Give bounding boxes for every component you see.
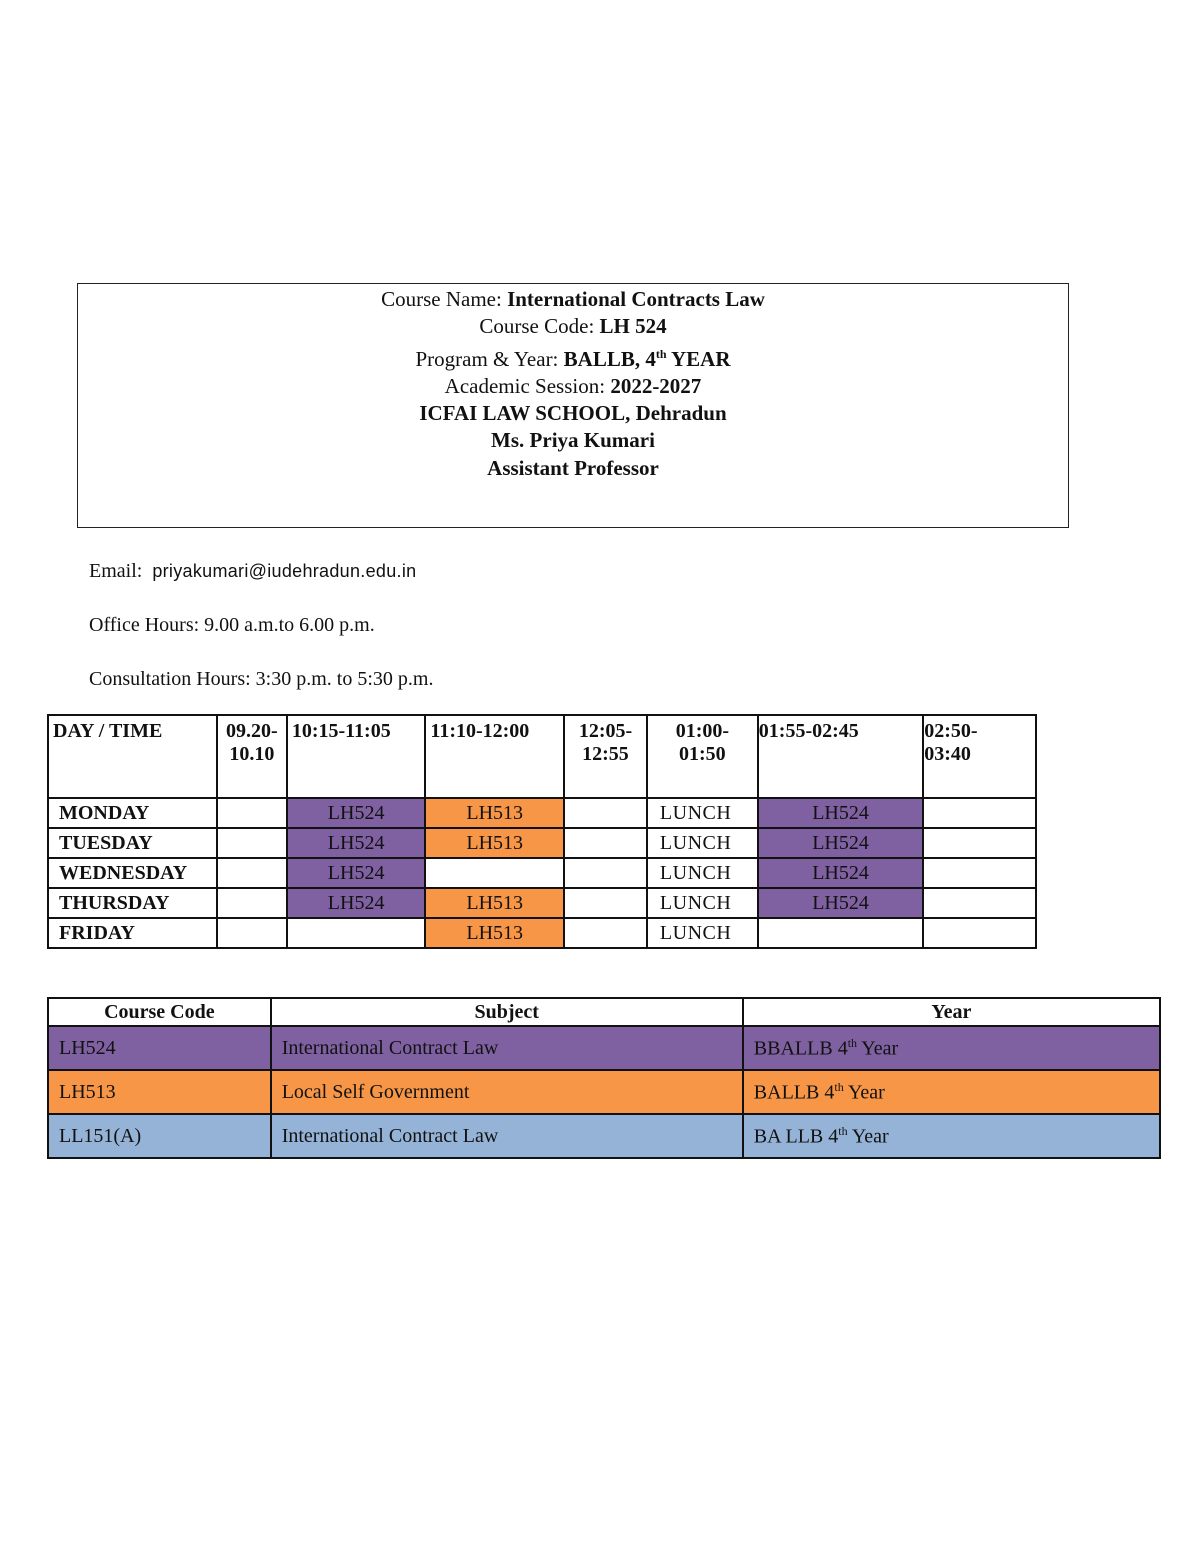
timetable-header-cell: DAY / TIME — [48, 715, 217, 798]
legend-row — [48, 1070, 1160, 1114]
school-name: ICFAI LAW SCHOOL, Dehradun — [419, 401, 727, 426]
legend-year-sup: th — [847, 1035, 858, 1050]
timetable-empty-slot — [923, 828, 1036, 858]
timetable-slot-lh513: LH513 — [425, 828, 564, 858]
timetable-slot-lunch: LUNCH — [647, 858, 758, 888]
course-code-value: LH 524 — [599, 314, 667, 339]
timetable-slot-lh524: LH524 — [287, 888, 426, 918]
legend-row — [48, 1026, 1160, 1070]
timetable-day-cell: TUESDAY — [48, 828, 217, 858]
timetable-slot-lunch: LUNCH — [647, 918, 758, 948]
legend-year-prefix: BALLB 4 — [753, 1081, 835, 1104]
legend-subject: International Contract Law — [271, 1026, 743, 1070]
timetable-slot-lh513: LH513 — [425, 798, 564, 828]
timetable-empty-slot — [217, 918, 287, 948]
timetable-empty-slot — [564, 918, 647, 948]
timetable-slot-lh513: LH513 — [425, 888, 564, 918]
timetable — [47, 714, 1037, 949]
legend-year-sup: th — [834, 1079, 844, 1094]
program-suffix: YEAR — [666, 346, 731, 371]
timetable-empty-slot — [923, 888, 1036, 918]
timetable-empty-slot — [564, 828, 647, 858]
timetable-row — [48, 918, 1036, 948]
timetable-slot-lunch: LUNCH — [647, 798, 758, 828]
course-code-line — [78, 313, 1068, 340]
program-sup: th — [655, 346, 667, 361]
timetable-empty-slot — [217, 828, 287, 858]
timetable-slot-lh524: LH524 — [758, 828, 923, 858]
session-label: Academic Session: — [444, 373, 611, 398]
timetable-empty-slot — [564, 888, 647, 918]
timetable-day-cell: FRIDAY — [48, 918, 217, 948]
legend-year — [743, 1070, 1160, 1114]
timetable-row — [48, 888, 1036, 918]
timetable-row — [48, 828, 1036, 858]
email-value[interactable]: priyakumari@iudehradun.edu.in — [152, 561, 417, 581]
legend-row — [48, 1114, 1160, 1158]
timetable-slot-lh524: LH524 — [287, 798, 426, 828]
course-header-box — [77, 283, 1069, 528]
timetable-empty-slot — [758, 918, 923, 948]
program-line — [78, 341, 1068, 373]
timetable-empty-slot — [425, 858, 564, 888]
timetable-row — [48, 798, 1036, 828]
legend-course-code: LL151(A) — [48, 1114, 271, 1158]
timetable-empty-slot — [217, 798, 287, 828]
program-label: Program & Year: — [415, 346, 564, 371]
timetable-header-row — [48, 715, 1036, 798]
timetable-slot-lh524: LH524 — [287, 828, 426, 858]
legend-year-suffix: Year — [847, 1125, 889, 1148]
timetable-header-cell: 09.20- 10.10 — [217, 715, 287, 798]
timetable-row — [48, 858, 1036, 888]
faculty-name: Ms. Priya Kumari — [491, 428, 655, 453]
legend-year — [743, 1114, 1160, 1158]
timetable-slot-lunch: LUNCH — [647, 888, 758, 918]
legend-course-code: LH524 — [48, 1026, 271, 1070]
timetable-header-cell: 02:50- 03:40 — [923, 715, 1036, 798]
timetable-empty-slot — [287, 918, 426, 948]
legend-subject: International Contract Law — [271, 1114, 743, 1158]
legend-year — [743, 1026, 1160, 1070]
legend-year-sup: th — [838, 1123, 848, 1138]
timetable-empty-slot — [923, 798, 1036, 828]
timetable-slot-lh524: LH524 — [758, 798, 923, 828]
legend-header-cell: Year — [743, 998, 1160, 1026]
email-line — [89, 560, 416, 583]
legend-year-suffix: Year — [857, 1037, 899, 1060]
timetable-empty-slot — [217, 858, 287, 888]
timetable-day-cell: THURSDAY — [48, 888, 217, 918]
legend-subject: Local Self Government — [271, 1070, 743, 1114]
timetable-empty-slot — [923, 918, 1036, 948]
timetable-slot-lh524: LH524 — [287, 858, 426, 888]
timetable-header-cell: 01:55-02:45 — [758, 715, 923, 798]
legend-header-row — [48, 998, 1160, 1026]
course-code-label: Course Code: — [479, 314, 600, 339]
timetable-header-cell: 01:00- 01:50 — [647, 715, 758, 798]
course-legend-table — [47, 997, 1161, 1159]
timetable-day-cell: WEDNESDAY — [48, 858, 217, 888]
faculty-designation: Assistant Professor — [487, 455, 659, 480]
course-name-label: Course Name: — [381, 287, 508, 311]
timetable-slot-lunch: LUNCH — [647, 828, 758, 858]
timetable-slot-lh513: LH513 — [425, 918, 564, 948]
legend-year-suffix: Year — [843, 1081, 885, 1104]
timetable-header-cell: 10:15-11:05 — [287, 715, 426, 798]
timetable-slot-lh524: LH524 — [758, 858, 923, 888]
timetable-empty-slot — [217, 888, 287, 918]
timetable-slot-lh524: LH524 — [758, 888, 923, 918]
consultation-hours: Consultation Hours: 3:30 p.m. to 5:30 p.m. — [89, 668, 434, 690]
program-value: BALLB, 4 — [563, 346, 656, 371]
legend-year-prefix: BBALLB 4 — [753, 1037, 848, 1060]
legend-course-code: LH513 — [48, 1070, 271, 1114]
timetable-empty-slot — [923, 858, 1036, 888]
session-line — [78, 373, 1068, 400]
timetable-empty-slot — [564, 858, 647, 888]
course-name-value: International Contracts Law — [507, 287, 765, 311]
email-label: Email: — [89, 560, 143, 582]
timetable-empty-slot — [564, 798, 647, 828]
legend-header-cell: Course Code — [48, 998, 271, 1026]
office-hours: Office Hours: 9.00 a.m.to 6.00 p.m. — [89, 614, 375, 636]
legend-year-prefix: BA LLB 4 — [753, 1125, 839, 1148]
timetable-header-cell: 11:10-12:00 — [425, 715, 564, 798]
session-value: 2022-2027 — [610, 373, 702, 398]
timetable-day-cell: MONDAY — [48, 798, 217, 828]
course-name-line — [78, 286, 1068, 313]
timetable-header-cell: 12:05- 12:55 — [564, 715, 647, 798]
legend-header-cell: Subject — [271, 998, 743, 1026]
